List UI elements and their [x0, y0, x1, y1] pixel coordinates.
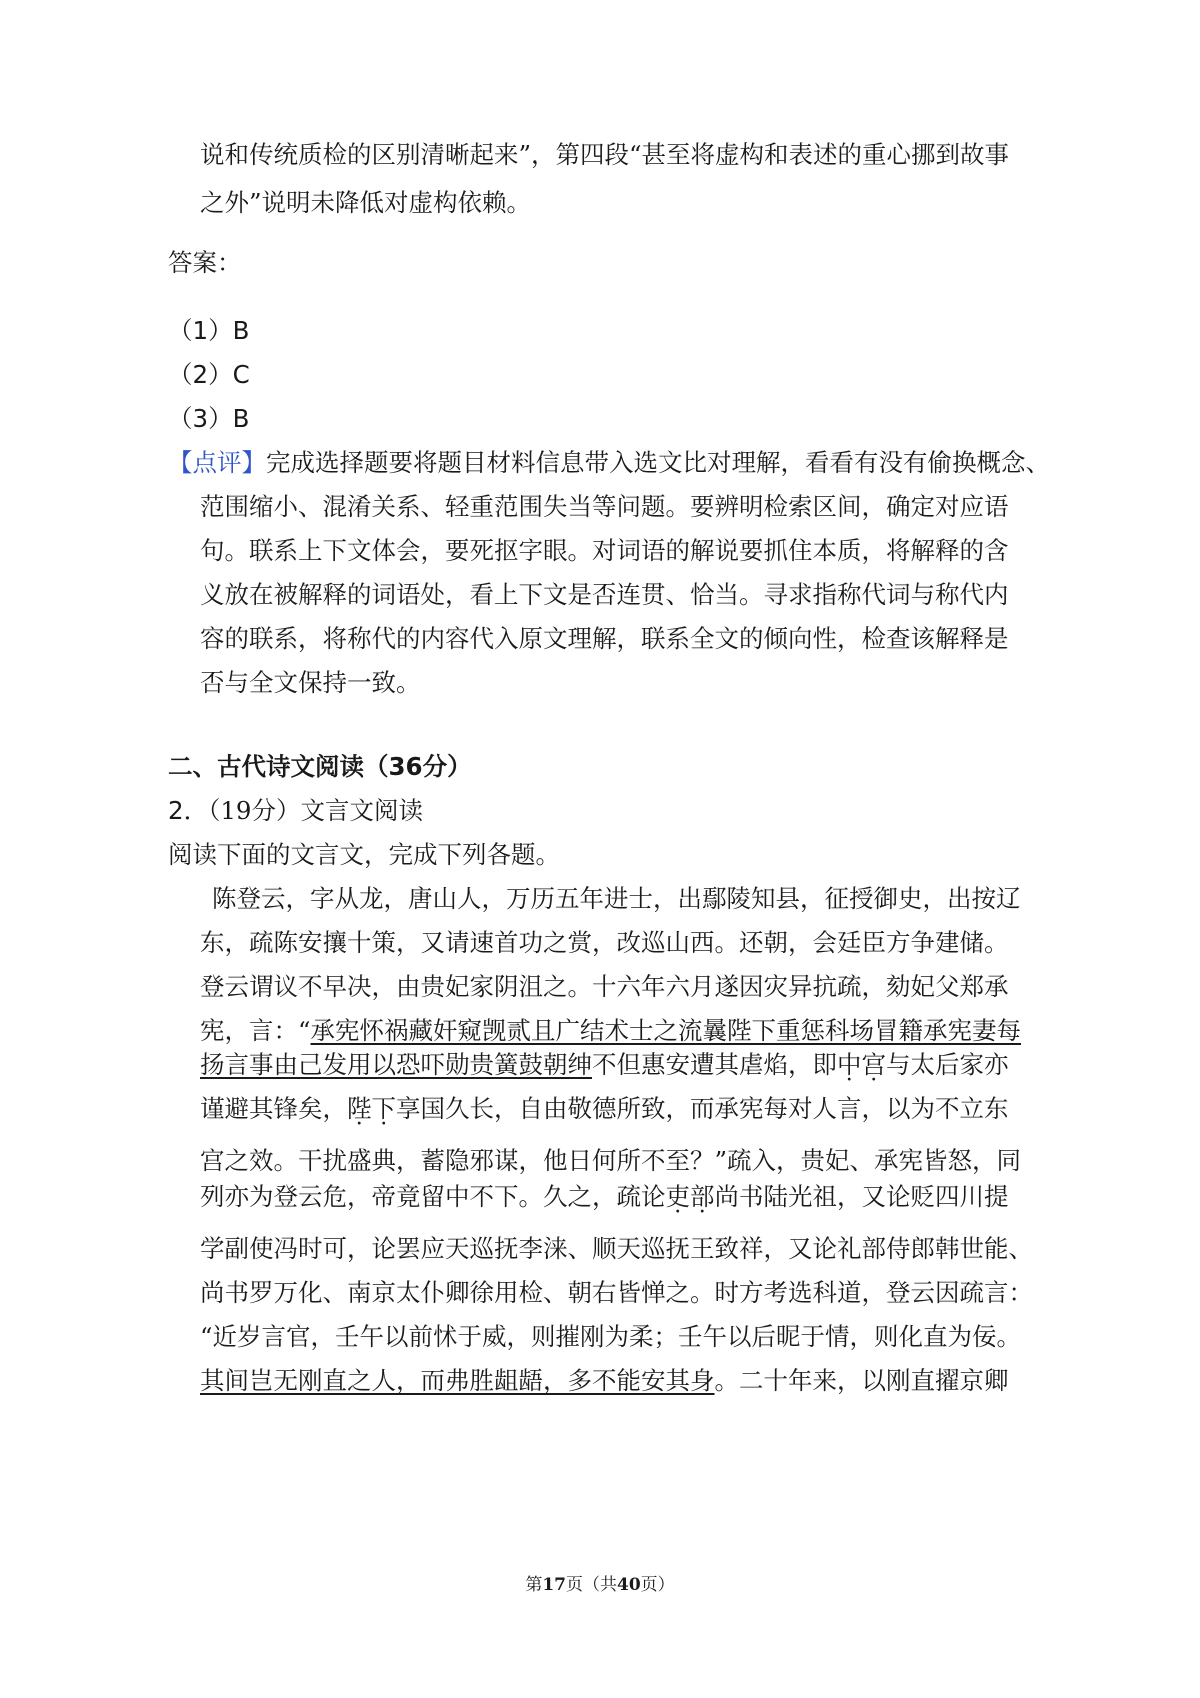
comment-text: 完成选择题要将题目材料信息带入选文比对理解，看看有没有偷换概念、 — [266, 448, 1050, 477]
passage-text: 享国久长，自由敬德所致，而承宪每对人言，以为不立东 — [396, 1094, 1009, 1123]
text-line: 之外”说明未降低对虚构依赖。 — [200, 188, 532, 217]
passage-text: 与太后家亦 — [886, 1050, 1009, 1079]
passage-line: 陈登云，字从龙，唐山人，万历五年进士，出鄢陵知县，征授御史，出按辽 — [212, 884, 1021, 913]
question-score: （19分）文言文阅读 — [208, 796, 424, 825]
answer-label: 答案： — [168, 248, 242, 277]
passage-text: 。二十年来，以刚直擢京卿 — [714, 1366, 1009, 1395]
dotted-char: 部 — [690, 1182, 715, 1211]
dotted-char: 吏 — [665, 1182, 690, 1211]
question-header — [168, 794, 423, 828]
answer-item: （2）C — [168, 360, 250, 389]
passage-line — [200, 1048, 1009, 1082]
instruction: 阅读下面的文言文，完成下列各题。 — [168, 840, 560, 869]
page-footer — [0, 1573, 1200, 1597]
underlined-sentence: 扬言事由己发用以恐吓勋贵簧鼓朝绅 — [200, 1050, 592, 1079]
question-number: 2． — [168, 796, 209, 825]
dotted-char: 陛 — [347, 1094, 372, 1123]
footer-text: 页） — [640, 1575, 675, 1595]
comment-line: 否与全文保持一致。 — [200, 668, 421, 697]
passage-text: 谨避其锋矣， — [200, 1094, 347, 1123]
comment-line: 范围缩小、混淆关系、轻重范围失当等问题。要辨明检索区间，确定对应语 — [200, 492, 1009, 521]
footer-text: 页（共 — [566, 1575, 617, 1595]
passage-line: 登云谓议不早决，由贵妃家阴沮之。十六年六月遂因灾异抗疏，劾妃父郑承 — [200, 972, 1009, 1001]
passage-line: 东，疏陈安攘十策，又请速首功之赏，改巡山西。还朝，会廷臣方争建储。 — [200, 928, 1009, 957]
section-heading: 二、古代诗文阅读（36分） — [168, 752, 472, 781]
passage-line: “近岁言官，壬午以前怵于威，则摧刚为柔；壬午以后昵于情，则化直为佞。 — [200, 1322, 1022, 1351]
passage-line — [200, 1014, 1021, 1048]
underlined-sentence: 其间岂无刚直之人，而弗胜龃龉，多不能安其身 — [200, 1366, 715, 1395]
comment-line: 容的联系，将称代的内容代入原文理解，联系全文的倾向性，检查该解释是 — [200, 624, 1009, 653]
answer-item: （1）B — [168, 316, 250, 345]
passage-text: 宪，言：“ — [200, 1016, 311, 1045]
passage-line: 宫之效。干扰盛典，蓄隐邪谋，他日何所不至？”疏入，贵妃、承宪皆怒，同 — [200, 1146, 1022, 1175]
page-number: 17 — [542, 1575, 566, 1595]
dotted-char: 宫 — [861, 1050, 886, 1079]
comment-tag: 【点评】 — [168, 448, 266, 477]
dotted-char: 中 — [837, 1050, 862, 1079]
comment-line — [168, 446, 1050, 480]
passage-text: 尚书陆光祖，又论贬四川提 — [714, 1182, 1009, 1211]
passage-line — [200, 1180, 1009, 1214]
passage-text: 不但惠安遭其虐焰，即 — [592, 1050, 837, 1079]
total-pages: 40 — [617, 1575, 641, 1595]
footer-text: 第 — [525, 1575, 543, 1595]
passage-line — [200, 1092, 1009, 1126]
underlined-sentence: 承宪怀祸藏奸窥觊贰且广结术士之流曩陛下重惩科场冒籍承宪妻每 — [310, 1016, 1022, 1045]
comment-line: 义放在被解释的词语处，看上下文是否连贯、恰当。寻求指称代词与称代内 — [200, 580, 1009, 609]
passage-text: 列亦为登云危，帝竟留中不下。久之，疏论 — [200, 1182, 666, 1211]
comment-line: 句。联系上下文体会，要死抠字眼。对词语的解说要抓住本质，将解释的含 — [200, 536, 1009, 565]
passage-line — [200, 1364, 1009, 1398]
answer-item: （3）B — [168, 404, 250, 433]
passage-line: 尚书罗万化、南京太仆卿徐用检、朝右皆惮之。时方考选科道，登云因疏言： — [200, 1278, 1033, 1307]
dotted-char: 下 — [371, 1094, 396, 1123]
text-line: 说和传统质检的区别清晰起来”，第四段“甚至将虚构和表述的重心挪到故事 — [200, 140, 1010, 169]
passage-line: 学副使冯时可，论罢应天巡抚李涞、顺天巡抚王致祥，又论礼部侍郎韩世能、 — [200, 1234, 1033, 1263]
